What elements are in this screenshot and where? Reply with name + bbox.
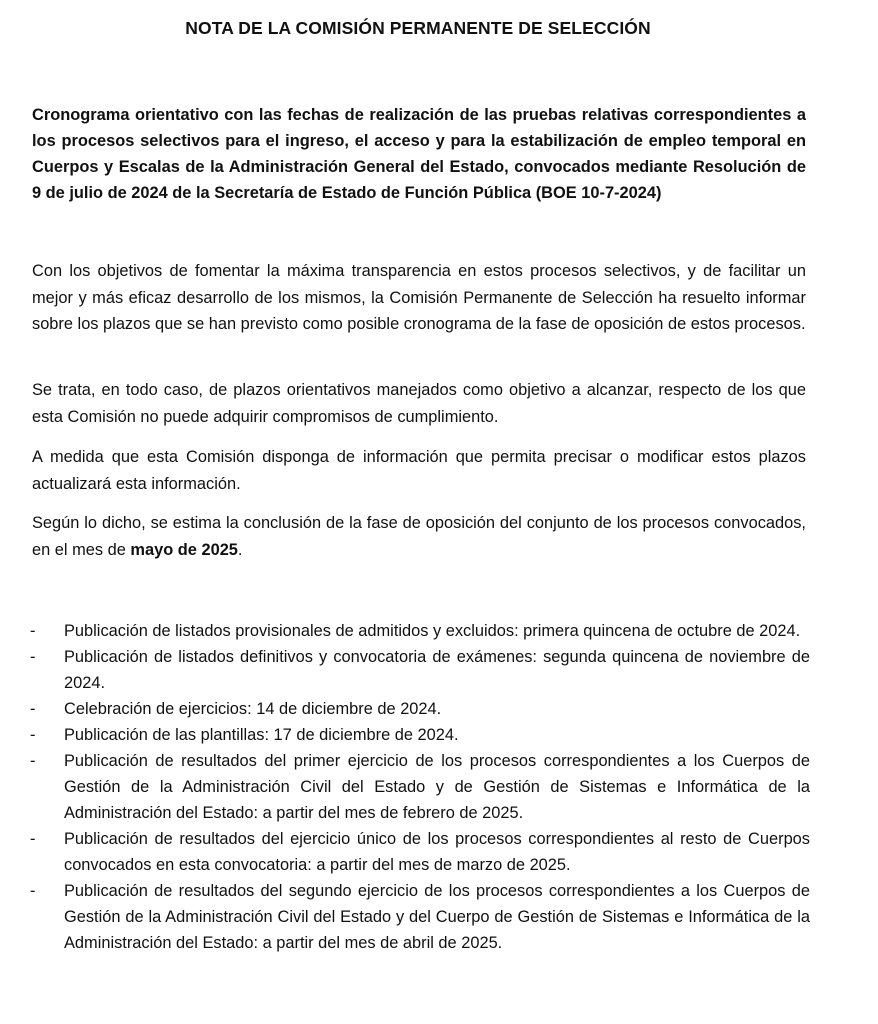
paragraph-conclusion (32, 510, 806, 563)
list-item-text: Publicación de listados definitivos y convocatoria de exámenes: segunda quincena de noviembre de 2024. (64, 648, 810, 692)
list-item-text: Publicación de listados provisionales de admitidos y excluidos: primera quincena de octubre de 2024. (64, 622, 801, 640)
bullet-dash: - (30, 622, 36, 640)
list-item-text: Publicación de resultados del primer ejercicio de los procesos correspondientes a los Cuerpos de Gestión de la Administración Civil del Estado y de Gestión de Sistemas e Informática de la Administración del Estado: a partir del mes de febrero de 2025. (64, 752, 810, 822)
bullet-dash: - (30, 700, 36, 718)
paragraph-objectives: Con los objetivos de fomentar la máxima transparencia en estos procesos selectivos, y de facilitar un mejor y más eficaz desarrollo de los mismos, la Comisión Permanente de Selección ha resuelto informar sobre los plazos que se han previsto como posible cronograma de la fase de oposición de estos procesos. (32, 262, 806, 333)
list-item-text: Publicación de resultados del ejercicio único de los procesos correspondientes al resto de Cuerpos convocados en esta convocatoria: a partir del mes de marzo de 2025. (64, 830, 810, 874)
bullet-dash: - (30, 752, 36, 770)
paragraph-orientative: Se trata, en todo caso, de plazos orientativos manejados como objetivo a alcanzar, respecto de los que esta Comisión no puede adquirir compromisos de cumplimiento. (32, 381, 806, 426)
list-item (30, 644, 810, 696)
intro-heading: Cronograma orientativo con las fechas de realización de las pruebas relativas correspondientes a los procesos selectivos para el ingreso, el acceso y para la estabilización de empleo temporal en Cuerpos y Escalas de la Administración General del Estado, convocados mediante Resolución de 9 de julio de 2024 de la Secretaría de Estado de Función Pública (BOE 10-7-2024) (32, 106, 806, 202)
list-item (30, 722, 810, 748)
list-item (30, 826, 810, 878)
bullet-dash: - (30, 726, 36, 744)
list-item-text: Publicación de las plantillas: 17 de diciembre de 2024. (64, 726, 459, 744)
list-item-text: Celebración de ejercicios: 14 de diciembre de 2024. (64, 700, 442, 718)
milestone-list (30, 618, 810, 956)
bullet-dash: - (30, 882, 36, 900)
list-item (30, 618, 810, 644)
list-item (30, 696, 810, 722)
conclusion-date: mayo de 2025 (130, 540, 238, 559)
conclusion-end: . (237, 540, 243, 559)
list-item-text: Publicación de resultados del segundo ejercicio de los procesos correspondientes a los Cuerpos de Gestión de la Administración Civil del Estado y del Cuerpo de Gestión de Sistemas e Informática de la Administración del Estado: a partir del mes de abril de 2025. (64, 882, 810, 952)
document-title: NOTA DE LA COMISIÓN PERMANENTE DE SELECCIÓN (185, 18, 651, 38)
list-item (30, 748, 810, 826)
bullet-dash: - (30, 830, 36, 848)
conclusion-text: Según lo dicho, se estima la conclusión de la fase de oposición del conjunto de los procesos convocados, en el mes de (32, 514, 806, 559)
bullet-dash: - (30, 648, 36, 666)
paragraph-updates: A medida que esta Comisión disponga de información que permita precisar o modificar estos plazos actualizará esta información. (32, 448, 806, 493)
list-item (30, 878, 810, 956)
